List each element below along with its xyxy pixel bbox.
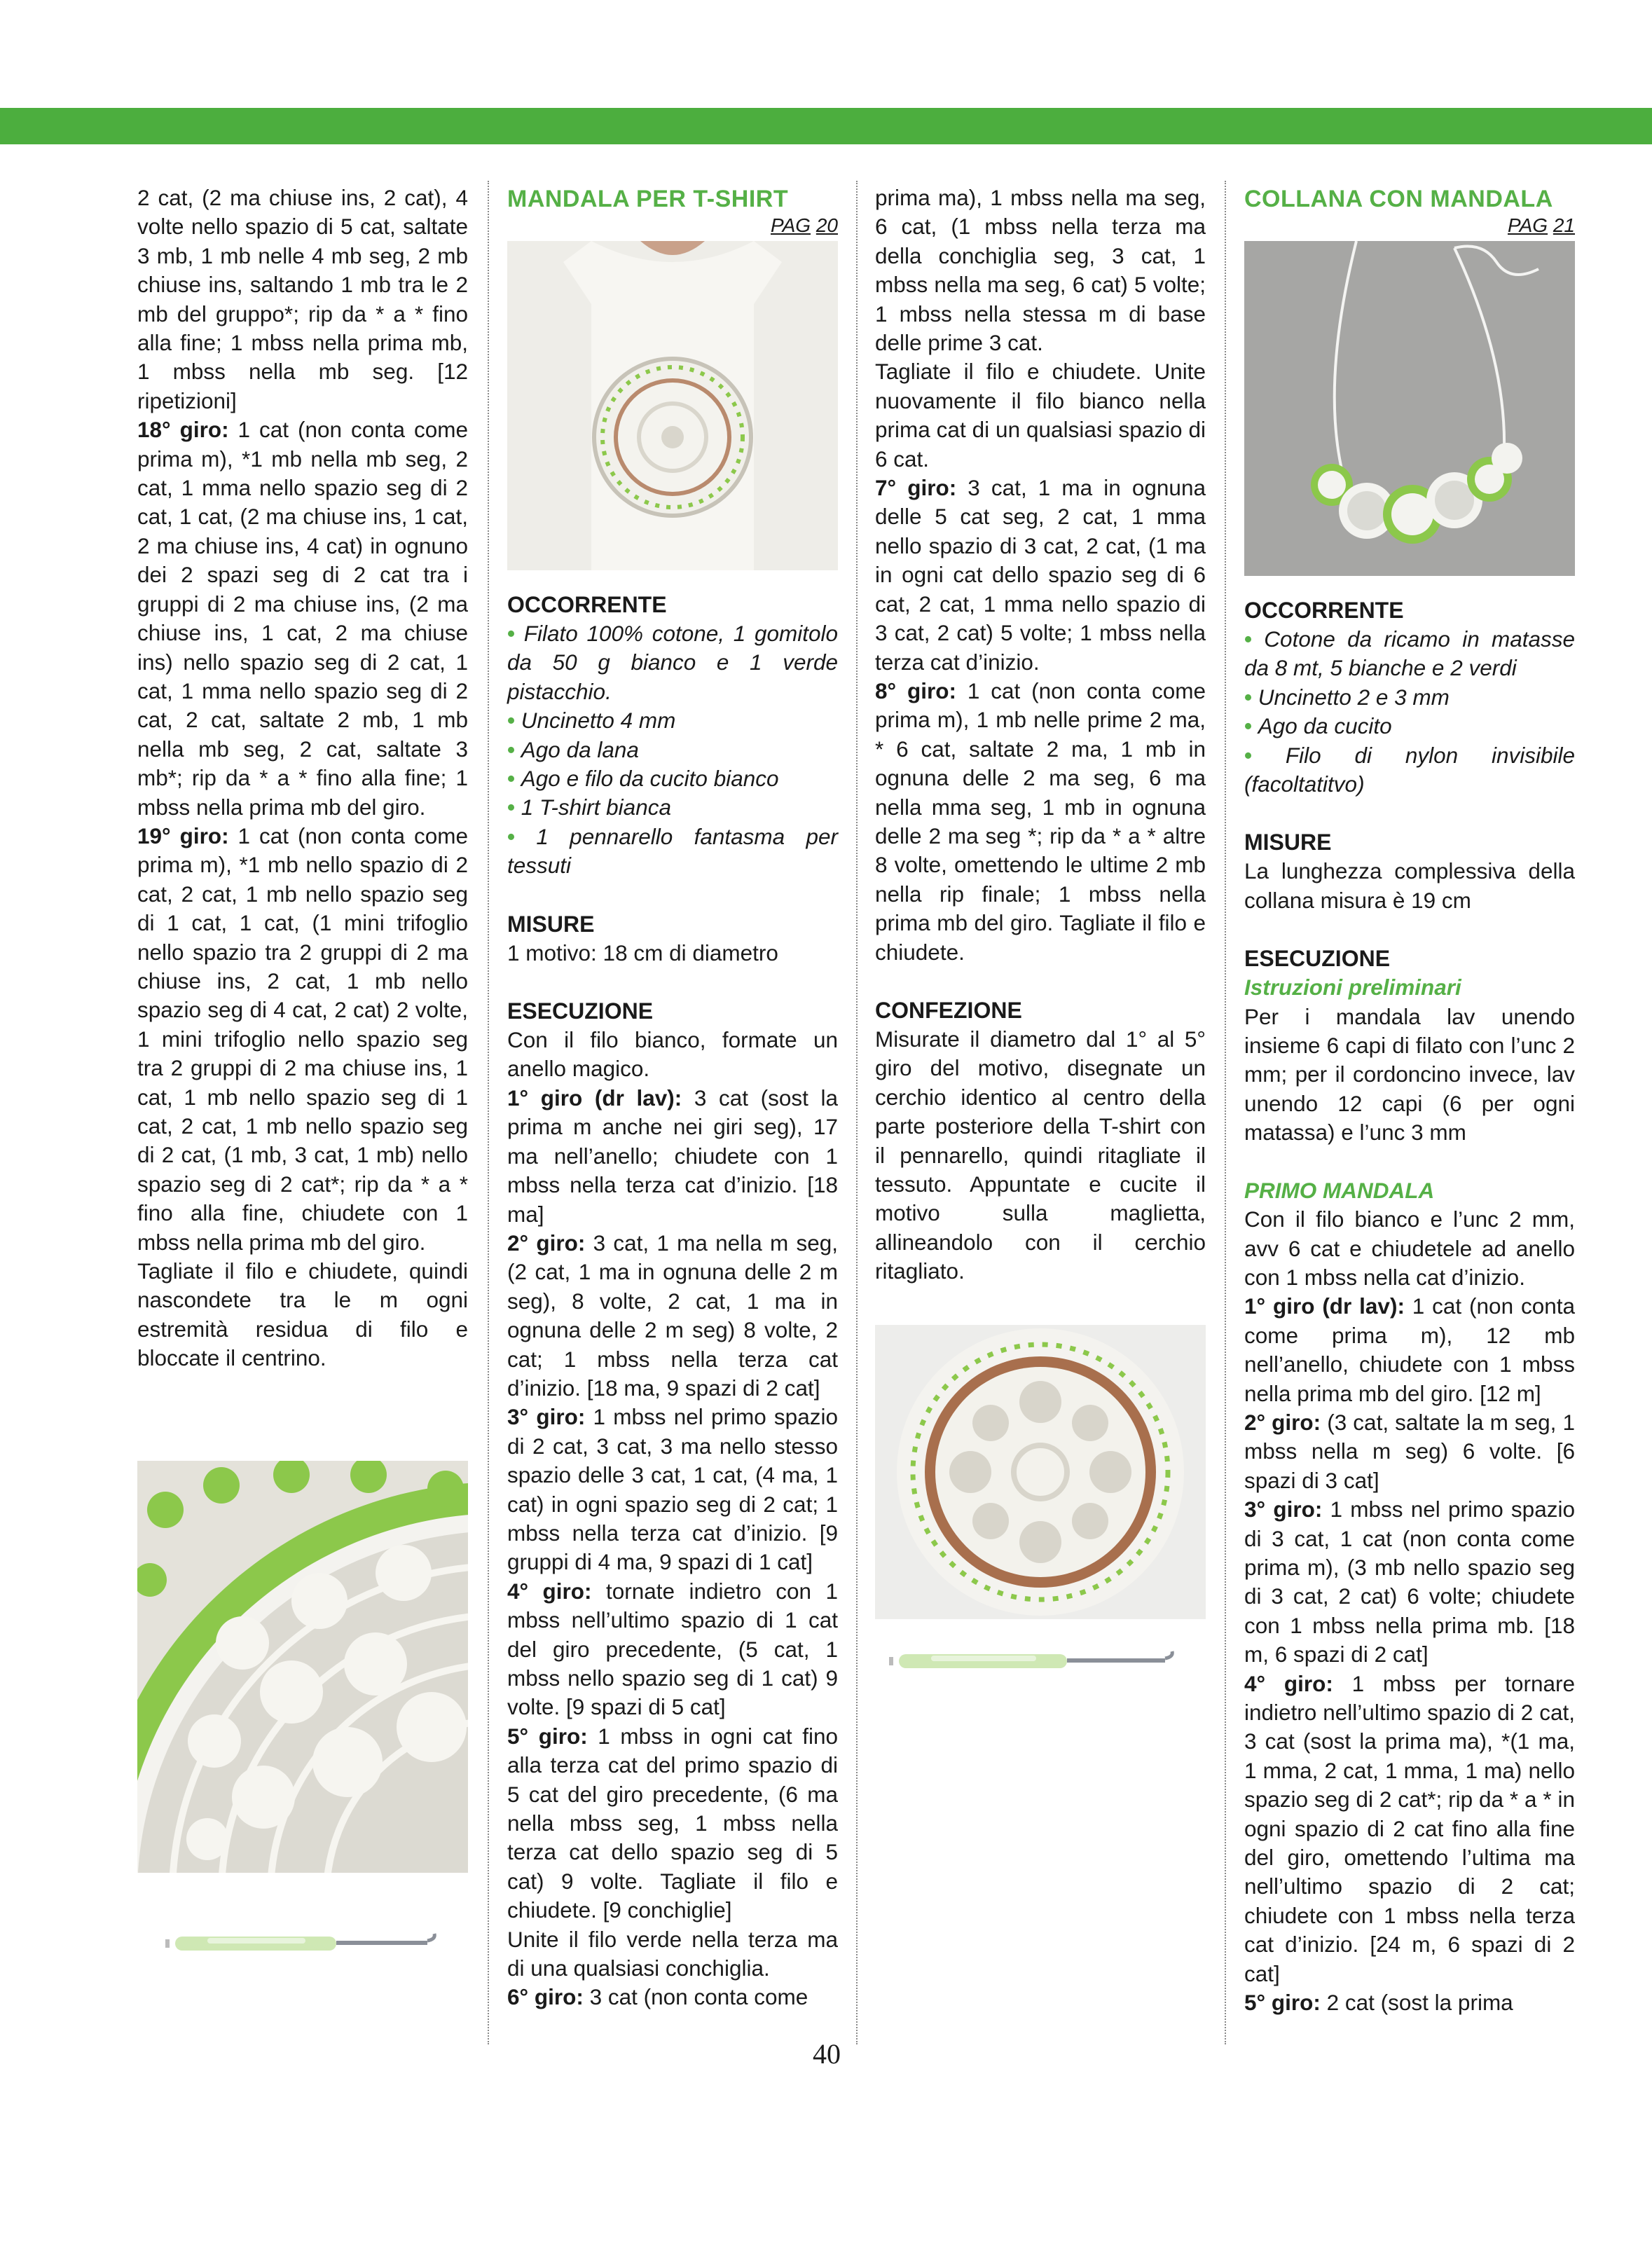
- paragraph: 2° giro: (3 cat, saltate la m seg, 1 mbss nella m seg) 6 volte. [6 spazi di 3 cat]: [1244, 1409, 1575, 1493]
- material-item: • Uncinetto 2 e 3 mm: [1244, 684, 1450, 710]
- column-1: [137, 184, 468, 1373]
- page-reference: PAG 20: [771, 214, 838, 236]
- material-item: • 1 pennarello fantasma per tessuti: [507, 823, 838, 879]
- paragraph: 7° giro: 3 cat, 1 ma in ognuna delle 5 cat seg, 2 cat, 1 mma nello spazio di 3 cat, 2 cat, (1 ma in ogni cat dello spazio seg di 6 cat, 2 cat, 1 mma nello spazio di 3 cat, 2 cat) 5 volte; 1 mbss nella terza cat d’inizio.: [875, 475, 1206, 675]
- mandala-photo: [875, 1325, 1206, 1619]
- column-2: [507, 184, 838, 2012]
- section-title: MANDALA PER T-SHIRT: [507, 186, 789, 212]
- tshirt-photo: [507, 241, 838, 570]
- paragraph: 6° giro: 3 cat (non conta come: [507, 1984, 808, 2010]
- necklace-photo: [1244, 241, 1575, 576]
- material-item: • Ago da cucito: [1244, 713, 1392, 739]
- paragraph: 1° giro (dr lav): 3 cat (sost la prima m anche nei giri seg), 17 ma nell’anello; chiudete con 1 mbss nella terza cat d’inizio. [18 ma]: [507, 1085, 838, 1227]
- paragraph: 4° giro: tornate indietro con 1 mbss nell’ultimo spazio di 1 cat del giro precedente, (5 cat, 1 mbss nello spazio seg di 1 cat) 9 volte. [9 spazi di 5 cat]: [507, 1578, 838, 1720]
- heading-confezione: CONFEZIONE: [875, 997, 1022, 1023]
- material-item: • Ago e filo da cucito bianco: [507, 766, 779, 792]
- material-item: • Filato 100% cotone, 1 gomitolo da 50 g bianco e 1 verde pistacchio.: [507, 621, 839, 704]
- paragraph: 18° giro: 1 cat (non conta come prima m), *1 mb nella mb seg, 2 cat, 1 mma nello spazio seg di 2 cat, 1 cat, (2 ma chiuse ins, 1 cat, 2 ma chiuse ins, 4 cat) in ognuno dei 2 spazi seg di 2 cat tra i gruppi di 2 ma chiuse ins, (2 ma chiuse ins, 1 cat, 2 ma chiuse ins) nello spazio seg di 2 cat, 1 cat, 1 mma nello spazio seg di 2 cat, 2 cat, saltate 2 mb, 1 mb nella mb seg, 2 cat, saltate 3 mb*; rip da * a * fino alla fine; 1 mbss nella prima mb del giro.: [137, 417, 468, 820]
- page-number: 40: [813, 2038, 841, 2070]
- heading-esecuzione: ESECUZIONE: [1244, 946, 1391, 972]
- paragraph: 4° giro: 1 mbss per tornare indietro nell’ultimo spazio di 2 cat, 3 cat (sost la prima ma), *(1 ma, 1 mma, 2 cat, 1 mma, 1 ma) nello spazio seg di 2 cat*; rip da * a * in ogni spazio di 2 cat fino alla fine del giro, omettendo l’ultima ma nell’ultimo spazio di 2 cat; chiudete con 1 mbss nella terza cat d’inizio. [24 m, 6 spazi di 2 cat]: [1244, 1670, 1575, 1986]
- paragraph: prima ma), 1 mbss nella ma seg, 6 cat, (1 mbss nella terza ma della conchiglia seg, 3 cat, 1 mbss nella ma seg, 6 cat) 5 volte; 1 mbss nella stessa m di base delle prime 3 cat.: [875, 185, 1206, 356]
- paragraph: 2° giro: 3 cat, 1 ma nella m seg, (2 cat, 1 ma in ognuna delle 2 m seg), 8 volte, 2 cat, 1 ma in ognuna delle 2 m seg) 8 volte, 2 cat; 1 mbss nella terza cat d’inizio. [18 ma, 9 spazi di 2 cat]: [507, 1230, 838, 1401]
- paragraph: Tagliate il filo e chiudete. Unite nuovamente il filo bianco nella prima cat di un qualsiasi spazio di 6 cat.: [875, 359, 1206, 472]
- paragraph: Con il filo bianco e l’unc 2 mm, avv 6 cat e chiudetele ad anello con 1 mbss nella cat d’inizio.: [1244, 1206, 1575, 1290]
- paragraph: Tagliate il filo e chiudete, quindi nascondete tra le m ogni estremità residua di filo e bloccate il centrino.: [137, 1258, 468, 1371]
- paragraph: 1° giro (dr lav): 1 cat (non conta come prima m), 12 mb nell’anello, chiudete con 1 mbss nella prima mb del giro. [12 m]: [1244, 1293, 1575, 1406]
- material-item: • 1 T-shirt bianca: [507, 795, 671, 820]
- heading-esecuzione: ESECUZIONE: [507, 998, 654, 1024]
- paragraph: La lunghezza complessiva della collana misura è 19 cm: [1244, 858, 1575, 913]
- paragraph: Per i mandala lav unendo insieme 6 capi di filato con l’unc 2 mm; per il cordoncino invece, lav unendo 12 capi (6 per ogni matassa) e l’unc 3 mm: [1244, 1003, 1575, 1146]
- subheading-primo-mandala: PRIMO MANDALA: [1244, 1177, 1435, 1203]
- section-title: COLLANA CON MANDALA: [1244, 186, 1553, 212]
- heading-occorrente: OCCORRENTE: [1244, 598, 1404, 623]
- heading-occorrente: OCCORRENTE: [507, 592, 667, 617]
- doily-closeup-photo: [137, 1461, 468, 1873]
- page-reference: PAG 21: [1508, 214, 1575, 236]
- subheading-istruzioni: Istruzioni preliminari: [1244, 975, 1461, 1000]
- crochet-hook-image: [889, 1647, 1183, 1672]
- top-green-bar: [0, 108, 1652, 144]
- paragraph: 8° giro: 1 cat (non conta come prima m), 1 mb nelle prime 2 ma, * 6 cat, saltate 2 ma, 1 mb in ognuna delle 2 ma seg, 6 ma nella mma seg, 1 mb in ognuna delle 2 ma seg *; rip da * a * altre 8 volte, omettendo le ultime 2 mb nella rip finale; 1 mbss nella prima mb del giro. Tagliate il filo e chiudete.: [875, 678, 1206, 965]
- material-item: • Ago da lana: [507, 736, 639, 762]
- heading-misure: MISURE: [1244, 830, 1332, 855]
- paragraph: 5° giro: 1 mbss in ogni cat fino alla terza cat del primo spazio di 5 cat del giro precedente, (6 ma nella mbss seg, 1 mbss nella terza cat dello spazio seg di 5 cat) 9 volte. Tagliate il filo e chiudete. [9 conchiglie]: [507, 1723, 838, 1923]
- crochet-hook-image: [165, 1930, 442, 1955]
- column-4: [1244, 184, 1575, 2017]
- column-divider: [1225, 181, 1226, 2044]
- material-item: • Uncinetto 4 mm: [507, 708, 676, 734]
- paragraph: 3° giro: 1 mbss nel primo spazio di 2 cat, 3 cat, 3 ma nello stesso spazio delle 3 cat, 1 cat, (4 ma, 1 cat) in ogni spazio seg di 2 cat; 1 mbss nella terza cat d’inizio. [9 gruppi di 4 ma, 9 spazi di 1 cat]: [507, 1404, 838, 1575]
- column-divider: [856, 181, 858, 2044]
- paragraph: 2 cat, (2 ma chiuse ins, 2 cat), 4 volte nello spazio di 5 cat, saltate 3 mb, 1 mb nelle 4 mb seg, 2 mb chiuse ins, saltando 1 mb tra le 2 mb del gruppo*; rip da * a * fino alla fine; 1 mbss nella prima mb, 1 mbss nella mb seg. [12 ripetizioni]: [137, 185, 468, 413]
- column-divider: [488, 181, 489, 2044]
- paragraph: 5° giro: 2 cat (sost la prima: [1244, 1990, 1513, 2016]
- paragraph: 1 motivo: 18 cm di diametro: [507, 940, 778, 965]
- material-item: • Cotone da ricamo in matasse da 8 mt, 5 bianche e 2 verdi: [1244, 626, 1576, 681]
- paragraph: Unite il filo verde nella terza ma di una qualsiasi conchiglia.: [507, 1926, 838, 1981]
- paragraph: 3° giro: 1 mbss nel primo spazio di 3 cat, 1 cat (non conta come prima m), (3 mb nello spazio seg di 3 cat, 2 cat) 6 volte; chiudete con 1 mbss nella prima mb. [18 m, 6 spazi di 2 cat]: [1244, 1497, 1575, 1667]
- paragraph: Con il filo bianco, formate un anello magico.: [507, 1027, 838, 1082]
- material-item: • Filo di nylon invisibile (facoltatitvo): [1244, 742, 1576, 797]
- paragraph: 19° giro: 1 cat (non conta come prima m), *1 mb nello spazio di 2 cat, 2 cat, 1 mb nello spazio seg di 1 cat, 1 cat, (1 mini trifoglio nello spazio tra 2 gruppi di 2 ma chiuse ins, 2 cat, 1 mb nello spazio seg di 4 cat, 2 cat) 2 volte, 1 mini trifoglio nello spazio seg tra 2 gruppi di 2 ma chiuse ins, 1 cat, 1 mb nello spazio seg di 1 cat, 2 cat, 1 mb nello spazio seg di 2 cat, (1 mb, 3 cat, 1 mb) nello spazio seg di 2 cat*; rip da * a * fino alla fine, chiudete con 1 mbss nella prima mb del giro.: [137, 823, 468, 1255]
- heading-misure: MISURE: [507, 911, 595, 937]
- paragraph: Misurate il diametro dal 1° al 5° giro del motivo, disegnate un cerchio identico al centro della parte posteriore della T-shirt con il pennarello, quindi ritagliate il tessuto. Appuntate e cucite il motivo sulla maglietta, allineandolo con il cerchio ritagliato.: [875, 1026, 1206, 1284]
- column-3: [875, 184, 1206, 1672]
